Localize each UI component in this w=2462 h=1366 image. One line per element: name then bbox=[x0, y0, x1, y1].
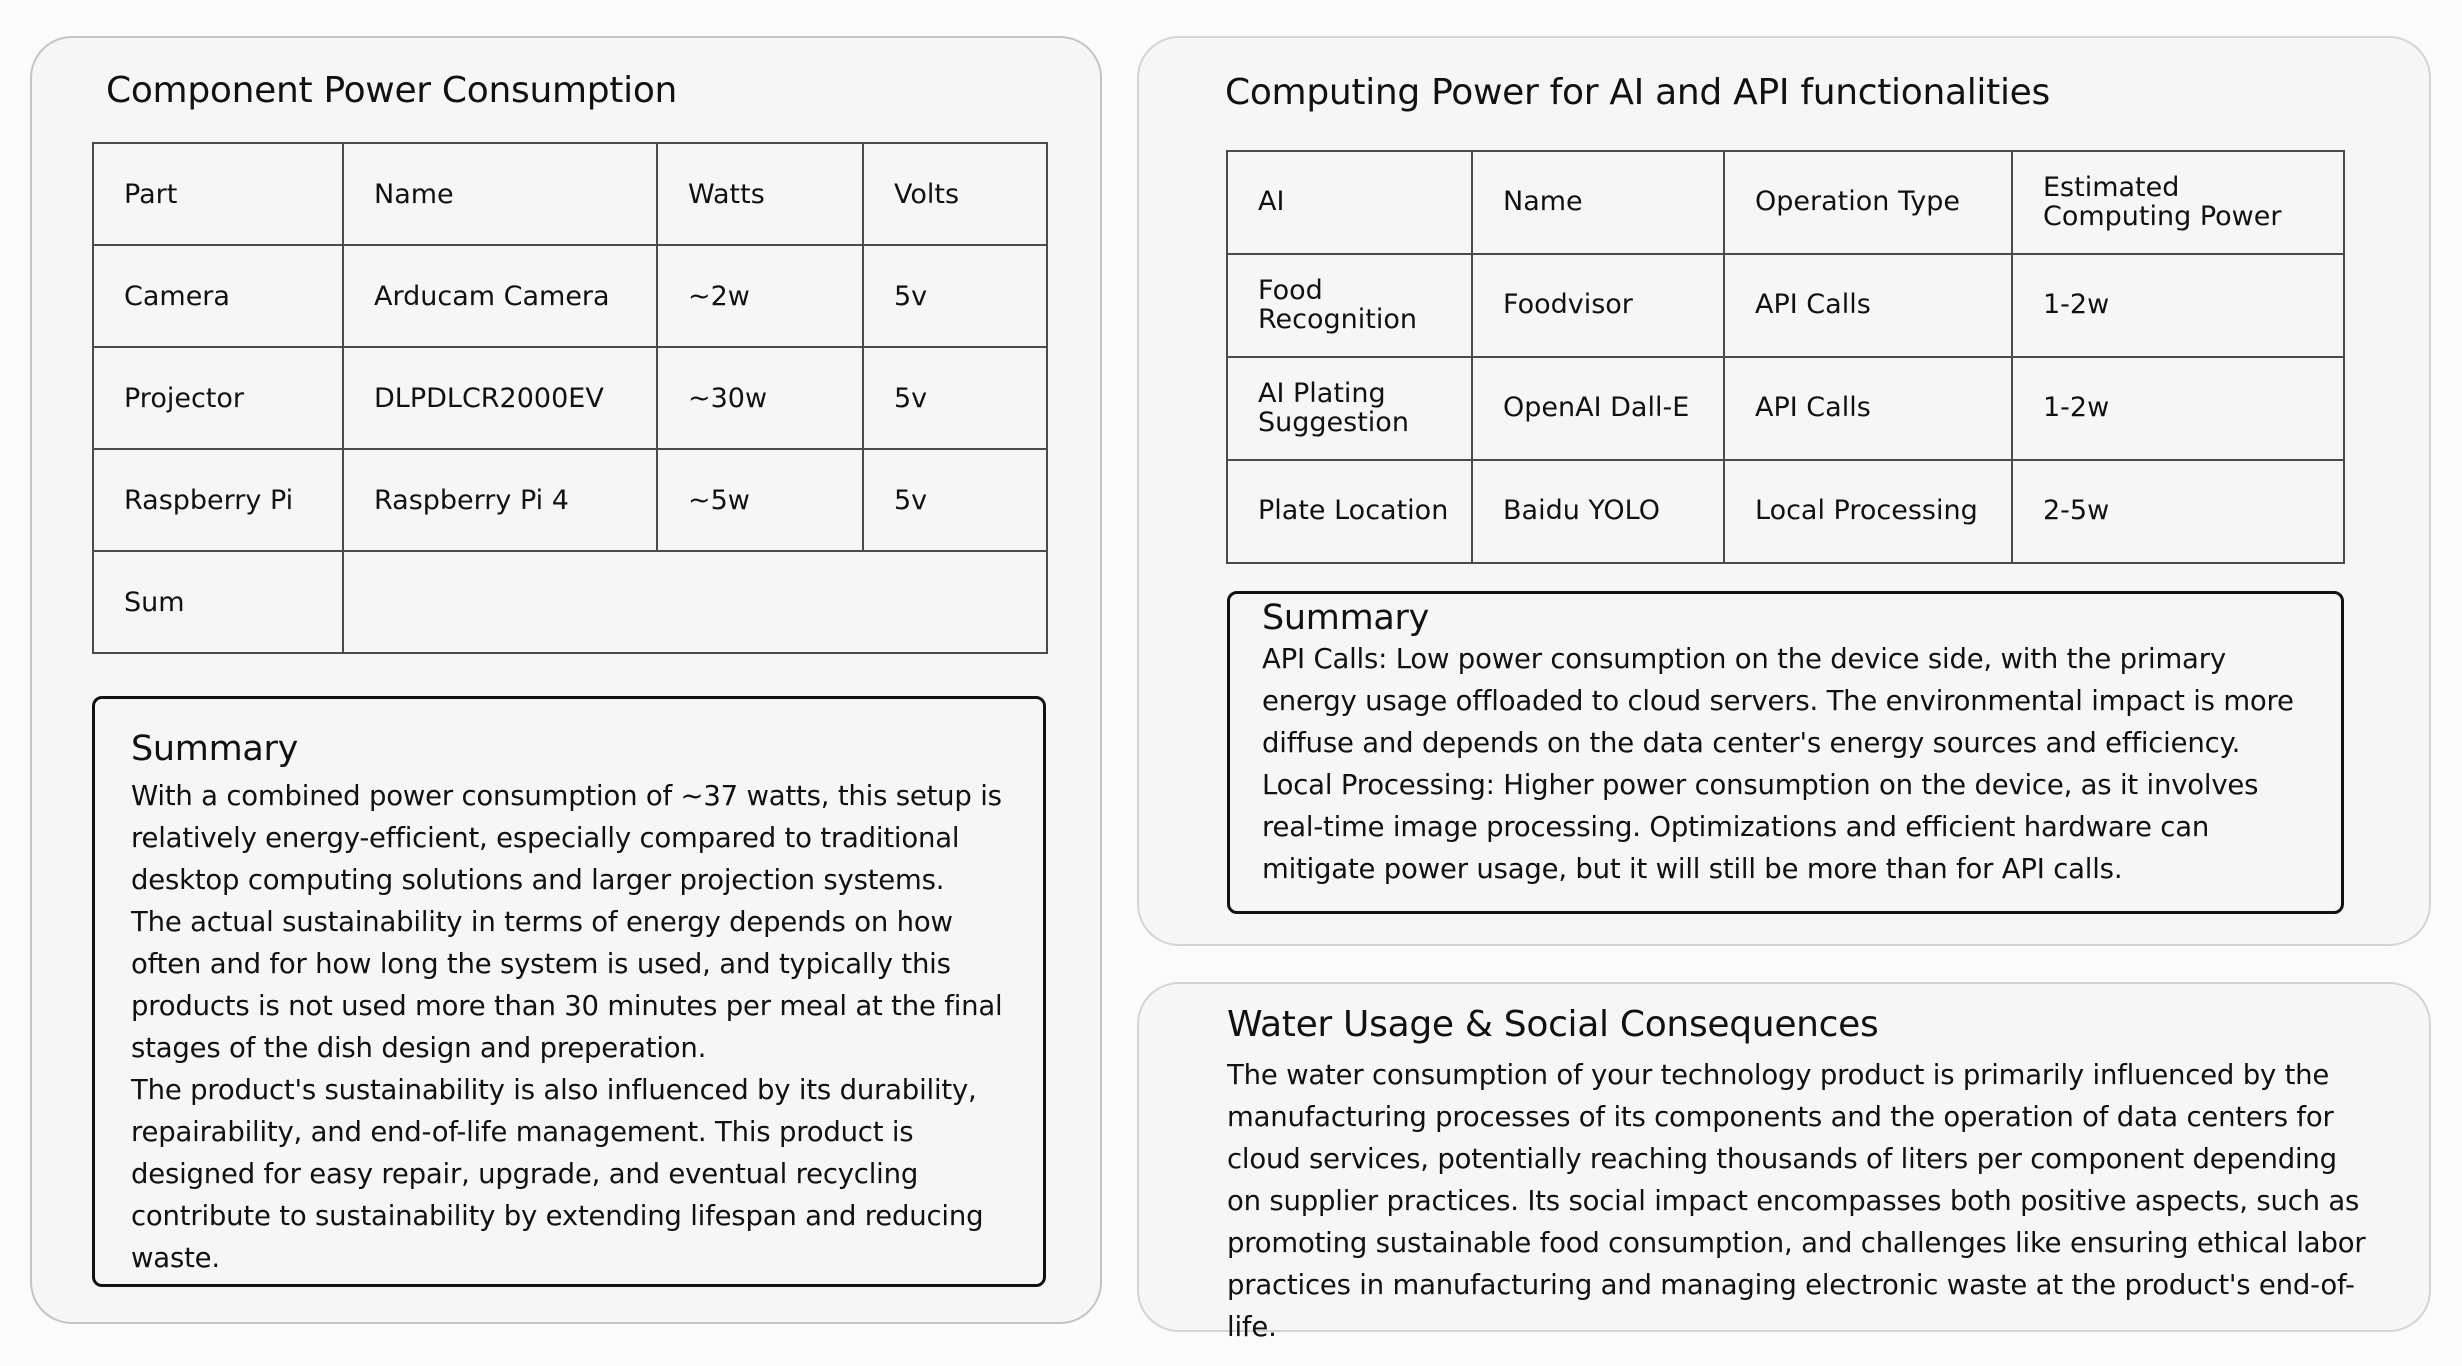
table-row bbox=[93, 245, 1047, 347]
summary-paragraph: The actual sustainability in terms of energy depends on how often and for how long the system is used, and typically this products is not used more than 30 minutes per meal at the final stages of the dish design and preperation. bbox=[131, 906, 1003, 1064]
sum-value bbox=[343, 551, 1047, 653]
column-header-part: Part bbox=[93, 143, 343, 245]
computing-power-table bbox=[1226, 150, 2345, 564]
water-social-title: Water Usage & Social Consequences bbox=[1227, 1004, 1879, 1045]
column-header-volts: Volts bbox=[863, 143, 1047, 245]
cell-operation-type: API Calls bbox=[1724, 254, 2012, 357]
cell-ai: Plate Location bbox=[1227, 460, 1472, 563]
summary-paragraph: With a combined power consumption of ~37 watts, this setup is relatively energy-efficient, especially compared to traditional desktop computing solutions and larger projection systems. bbox=[131, 780, 1002, 896]
component-power-table bbox=[92, 142, 1048, 654]
cell-name: OpenAI Dall-E bbox=[1472, 357, 1724, 460]
computing-power-card bbox=[1137, 36, 2431, 946]
column-header-name: Name bbox=[343, 143, 657, 245]
cell-ai: AI Plating Suggestion bbox=[1227, 357, 1472, 460]
summary-paragraph: API Calls: Low power consumption on the device side, with the primary energy usage offloaded to cloud servers. The environmental impact is more diffuse and depends on the data center's energy sources and efficiency. bbox=[1262, 643, 2294, 759]
water-social-card bbox=[1137, 982, 2431, 1343]
sum-row bbox=[93, 551, 1047, 653]
cell-name: DLPDLCR2000EV bbox=[343, 347, 657, 449]
column-header-name: Name bbox=[1472, 151, 1724, 254]
cell-volts: 5v bbox=[863, 449, 1047, 551]
table-row bbox=[1227, 254, 2344, 357]
table-row bbox=[93, 449, 1047, 551]
table-row bbox=[1227, 460, 2344, 563]
summary-heading: Summary bbox=[131, 729, 299, 769]
cell-watts: ~30w bbox=[657, 347, 863, 449]
computing-power-summary-box bbox=[1227, 591, 2344, 914]
column-header-estimated-power: Estimated Computing Power bbox=[2012, 151, 2344, 254]
cell-part: Projector bbox=[93, 347, 343, 449]
cell-watts: ~2w bbox=[657, 245, 863, 347]
cell-name: Foodvisor bbox=[1472, 254, 1724, 357]
cell-volts: 5v bbox=[863, 245, 1047, 347]
summary-heading: Summary bbox=[1262, 598, 1430, 638]
cell-part: Raspberry Pi bbox=[93, 449, 343, 551]
cell-volts: 5v bbox=[863, 347, 1047, 449]
cell-estimated-power: 2-5w bbox=[2012, 460, 2344, 563]
summary-paragraph: The product's sustainability is also influenced by its durability, repairability, and end-of-life management. This product is designed for easy repair, upgrade, and eventual recycling contribute to sustainability by extending lifespan and reducing waste. bbox=[131, 1074, 984, 1274]
water-social-body: The water consumption of your technology product is primarily influenced by the manufacturing processes of its components and the operation of data centers for cloud services, potentially reaching thousands of liters per component depending on supplier practices. Its social impact encompasses both positive aspects, such as promoting sustainable food consumption, and challenges like ensuring ethical labor practices in manufacturing and managing electronic waste at the product's end-of-life. bbox=[1227, 1059, 2366, 1343]
column-header-operation-type: Operation Type bbox=[1724, 151, 2012, 254]
component-power-card bbox=[30, 36, 1102, 1324]
cell-name: Raspberry Pi 4 bbox=[343, 449, 657, 551]
column-header-ai: AI bbox=[1227, 151, 1472, 254]
computing-power-title: Computing Power for AI and API functionalities bbox=[1225, 72, 2050, 113]
table-row bbox=[1227, 357, 2344, 460]
cell-name: Baidu YOLO bbox=[1472, 460, 1724, 563]
cell-estimated-power: 1-2w bbox=[2012, 357, 2344, 460]
table-header-row bbox=[1227, 151, 2344, 254]
summary-paragraph: Local Processing: Higher power consumption on the device, as it involves real-time image processing. Optimizations and efficient hardware can mitigate power usage, but it will still be more than for API calls. bbox=[1262, 769, 2259, 885]
cell-estimated-power: 1-2w bbox=[2012, 254, 2344, 357]
component-power-summary-box bbox=[92, 696, 1046, 1287]
table-row bbox=[93, 347, 1047, 449]
cell-name: Arducam Camera bbox=[343, 245, 657, 347]
table-header-row bbox=[93, 143, 1047, 245]
component-power-title: Component Power Consumption bbox=[106, 70, 678, 111]
cell-ai: Food Recognition bbox=[1227, 254, 1472, 357]
cell-operation-type: Local Processing bbox=[1724, 460, 2012, 563]
cell-watts: ~5w bbox=[657, 449, 863, 551]
sum-label: Sum bbox=[93, 551, 343, 653]
column-header-watts: Watts bbox=[657, 143, 863, 245]
cell-part: Camera bbox=[93, 245, 343, 347]
cell-operation-type: API Calls bbox=[1724, 357, 2012, 460]
